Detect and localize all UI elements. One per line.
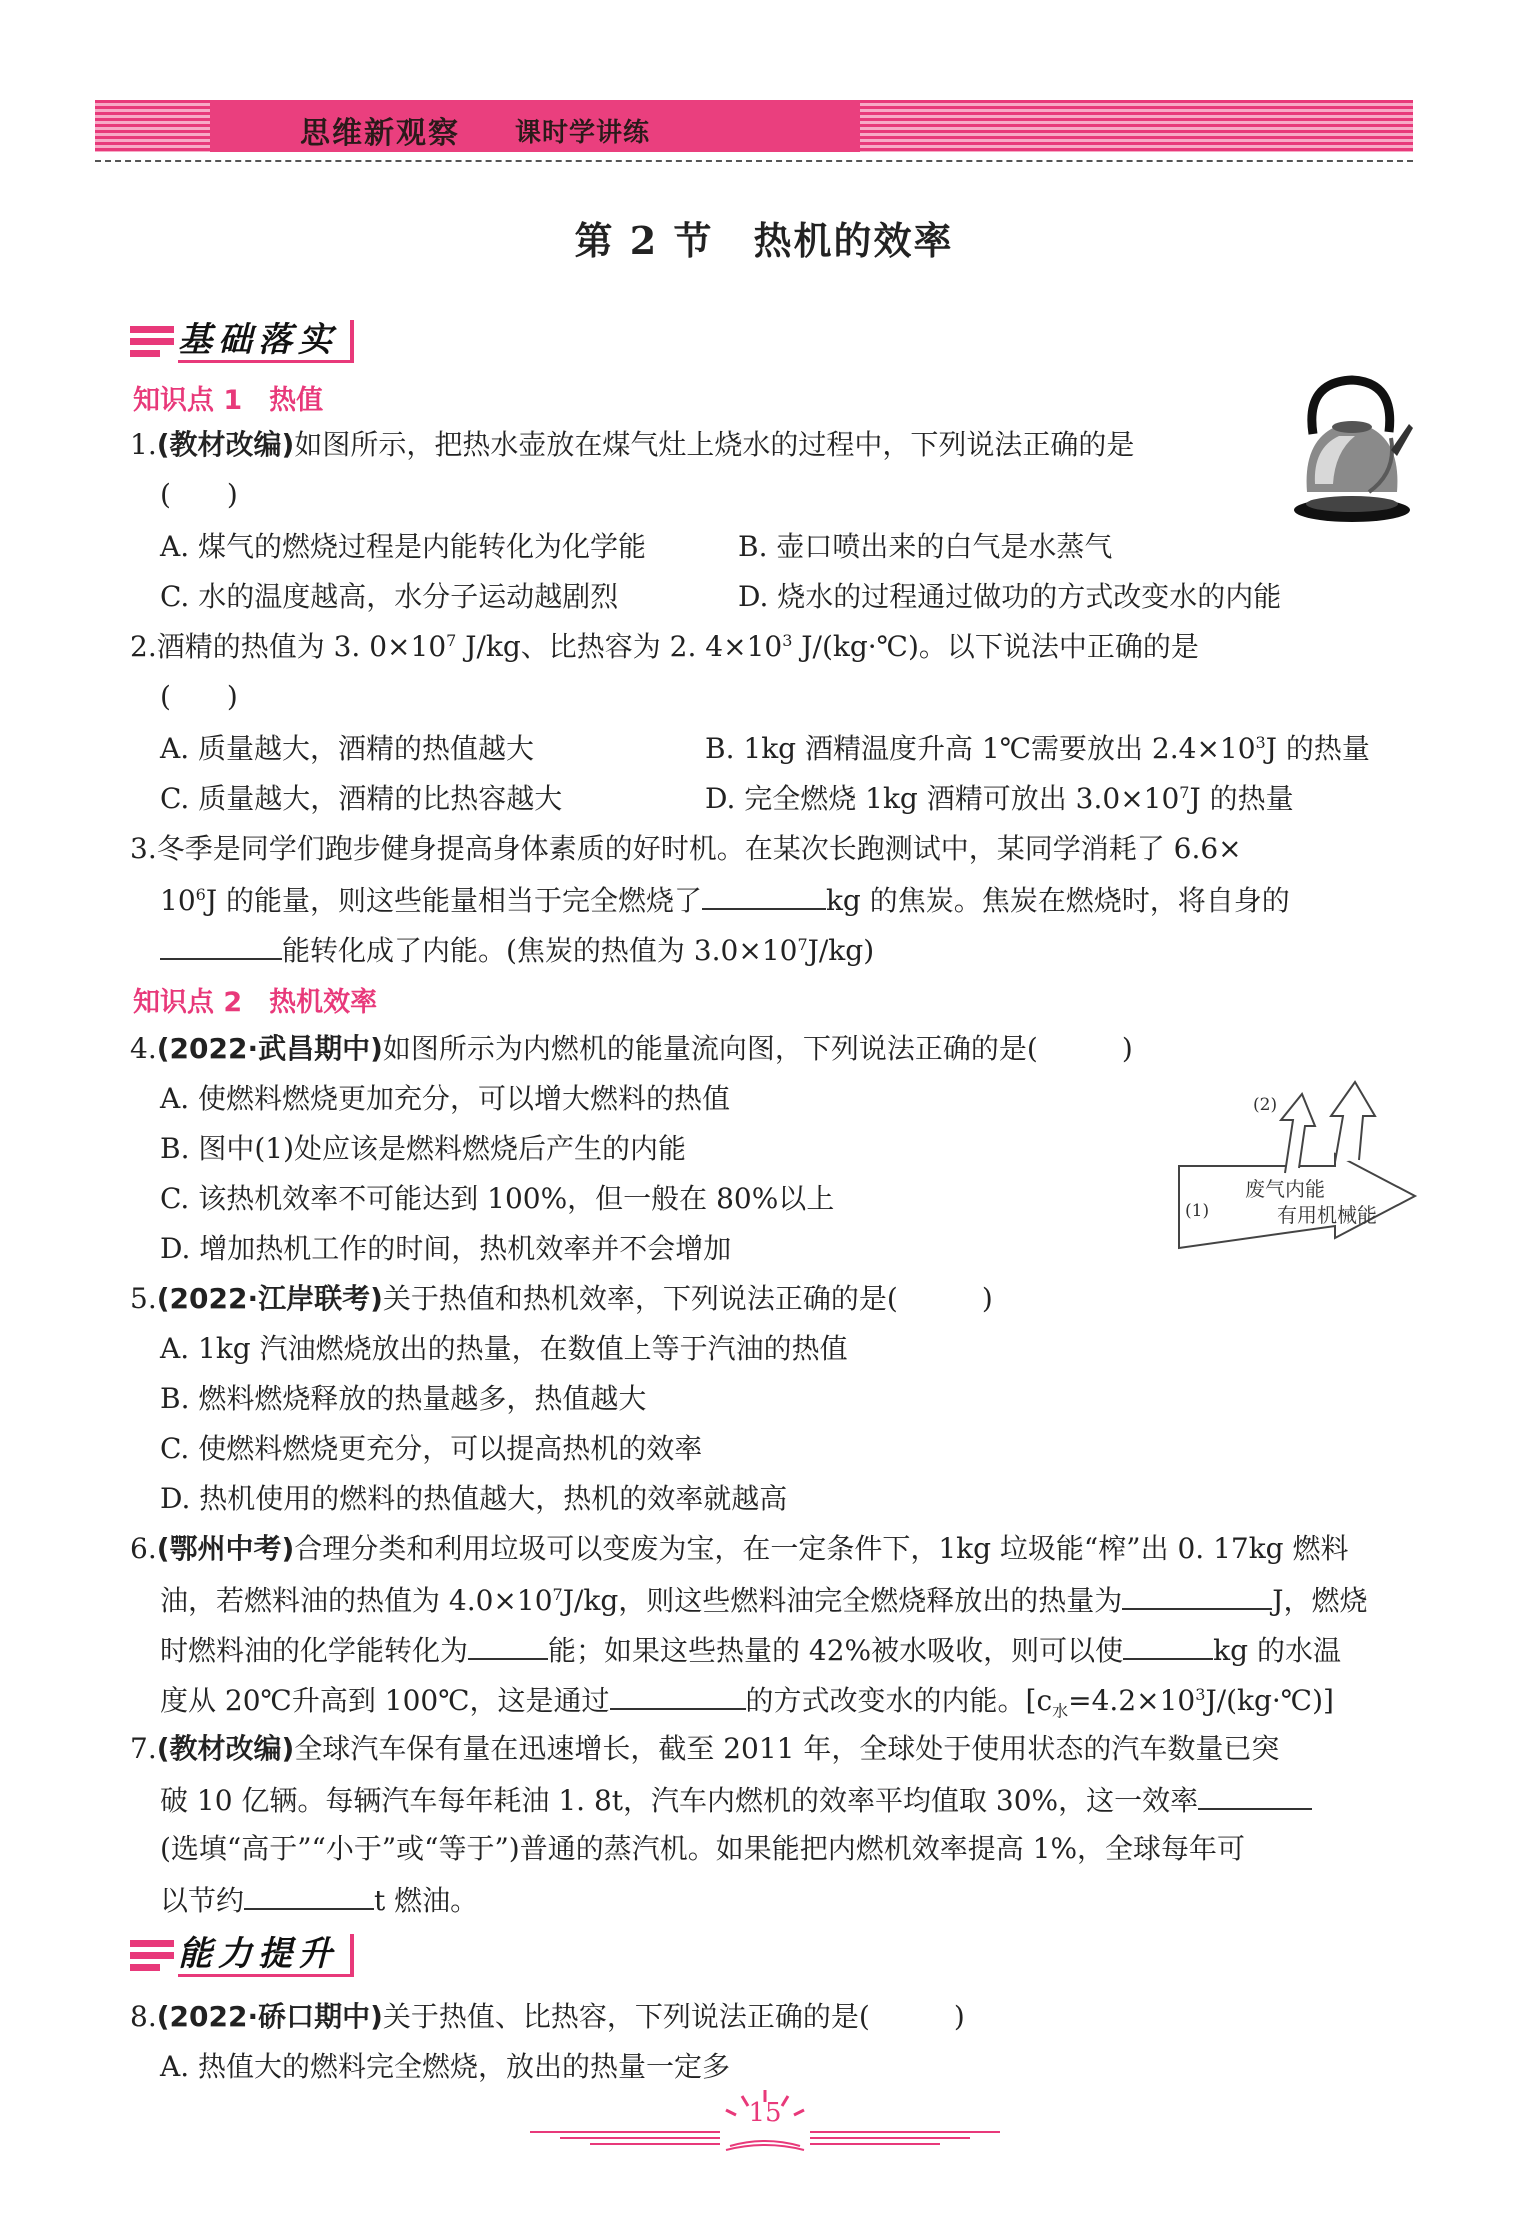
q7-line-4 <box>160 1882 478 1918</box>
q6-exponent: 3 <box>1195 1685 1206 1704</box>
q1-option-b: B. 壶口喷出来的白气是水蒸气 <box>738 530 1113 563</box>
page-number: 15 <box>748 2098 782 2128</box>
q2-option-b-text: B. 1kg 酒精温度升高 1℃需要放出 2.4×10 <box>705 732 1256 765</box>
banner-basic <box>130 318 354 364</box>
q4-stem: 如图所示为内燃机的能量流向图，下列说法正确的是( ) <box>382 1032 1133 1065</box>
q6-line-3 <box>160 1632 1341 1668</box>
q6-blank-energy-form[interactable] <box>468 1632 548 1660</box>
page-footer <box>530 2080 1000 2160</box>
q1-tag: (教材改编) <box>156 428 295 461</box>
q4-option-a: A. 使燃料燃烧更加充分，可以增大燃料的热值 <box>160 1082 731 1115</box>
q1-stem: 如图所示，把热水壶放在煤气灶上烧水的过程中，下列说法正确的是 <box>294 428 1135 461</box>
q1-stem-line <box>130 428 1134 462</box>
q8-tag: (2022·硚口期中) <box>156 2000 383 2033</box>
q1-number: 1. <box>130 428 157 461</box>
q7-text: 破 10 亿辆。每辆汽车每年耗油 1. 8t，汽车内燃机的效率平均值取 30%，这一效率 <box>160 1784 1199 1817</box>
q7-blank-fuel-saved[interactable] <box>244 1882 374 1910</box>
q6-text: J，燃烧 <box>1272 1584 1368 1617</box>
q6-blank-water-mass[interactable] <box>1123 1632 1213 1660</box>
q6-text: 度从 20℃升高到 100℃，这是通过 <box>160 1684 610 1717</box>
q2-option-d-exponent: 7 <box>1179 783 1190 802</box>
q8-stem: 关于热值、比热容，下列说法正确的是( ) <box>382 2000 965 2033</box>
q6-text: kg 的水温 <box>1213 1634 1341 1667</box>
q7-blank-comparison[interactable] <box>1198 1782 1312 1810</box>
q1-option-a: A. 煤气的燃烧过程是内能转化为化学能 <box>160 530 647 563</box>
diagram-label-2: (2) <box>1253 1095 1278 1115</box>
q8-number: 8. <box>130 2000 157 2033</box>
knowledge-point-1: 知识点 1 热值 <box>133 385 324 416</box>
q3-text: J/kg) <box>807 934 875 967</box>
q4-option-d: D. 增加热机工作的时间，热机效率并不会增加 <box>160 1232 732 1265</box>
q2-exponent: 3 <box>782 631 793 650</box>
banner-bars-icon <box>130 1940 174 1971</box>
banner-bars-icon <box>130 326 174 357</box>
q7-line-3: (选填“高于”“小于”或“等于”)普通的蒸汽机。如果能把内燃机效率提高 1%，全球每年可 <box>160 1832 1246 1865</box>
header-subtitle: 课时学讲练 <box>515 118 651 148</box>
q8-stem-line <box>130 2000 965 2034</box>
q5-stem: 关于热值和热机效率，下列说法正确的是( ) <box>382 1282 993 1315</box>
q6-line-1 <box>130 1532 1349 1566</box>
q2-option-b-text: J 的热量 <box>1265 732 1370 765</box>
q2-option-b <box>705 732 1370 766</box>
q6-line-4 <box>160 1682 1334 1721</box>
q6-text: 的方式改变水的内能。[c <box>745 1684 1053 1717</box>
q3-exponent: 7 <box>797 935 808 954</box>
q6-text: J/(kg·℃)] <box>1205 1684 1334 1717</box>
q3-line-2 <box>160 882 1290 918</box>
kettle-icon <box>1285 372 1415 527</box>
q6-line-2 <box>160 1582 1368 1618</box>
q5-option-b: B. 燃料燃烧释放的热量越多，热值越大 <box>160 1382 647 1415</box>
q2-option-d-text: J 的热量 <box>1189 782 1294 815</box>
knowledge-point-2: 知识点 2 热机效率 <box>133 987 378 1018</box>
q2-option-c: C. 质量越大，酒精的比热容越大 <box>160 782 563 815</box>
q5-option-a: A. 1kg 汽油燃烧放出的热量，在数值上等于汽油的热值 <box>160 1332 848 1365</box>
q5-number: 5. <box>130 1282 157 1315</box>
q4-option-b: B. 图中(1)处应该是燃料燃烧后产生的内能 <box>160 1132 687 1165</box>
q3-line-1 <box>130 832 1242 866</box>
q1-option-d: D. 烧水的过程通过做功的方式改变水的内能 <box>738 580 1282 613</box>
q5-option-c: C. 使燃料燃烧更充分，可以提高热机的效率 <box>160 1432 703 1465</box>
q3-line-3 <box>160 932 874 968</box>
q6-blank-heat[interactable] <box>1122 1582 1272 1610</box>
q6-tag: (鄂州中考) <box>156 1532 295 1565</box>
header-title: 思维新观察 <box>300 116 460 151</box>
q3-text: kg 的焦炭。焦炭在燃烧时，将自身的 <box>825 884 1290 917</box>
q2-stem-part: J/(kg·℃)。以下说法中正确的是 <box>792 630 1199 663</box>
q2-option-a: A. 质量越大，酒精的热值越大 <box>160 732 535 765</box>
banner-advanced <box>130 1932 354 1978</box>
q6-number: 6. <box>130 1532 157 1565</box>
q3-blank-mass[interactable] <box>702 882 826 910</box>
q2-stem-part: J/kg、比热容为 2. 4×10 <box>456 630 783 663</box>
q3-text: 能转化成了内能。(焦炭的热值为 3.0×10 <box>282 934 798 967</box>
q7-text: t 燃油。 <box>374 1884 479 1917</box>
q6-text: 时燃料油的化学能转化为 <box>160 1634 469 1667</box>
q6-text: 合理分类和利用垃圾可以变废为宝，在一定条件下，1kg 垃圾能“榨”出 0. 17kg 燃料 <box>294 1532 1349 1565</box>
diagram-useful-energy-label: 有用机械能 <box>1277 1203 1377 1227</box>
q6-subscript: 水 <box>1052 1701 1069 1721</box>
q6-exponent: 7 <box>552 1585 563 1604</box>
q4-stem-line <box>130 1032 1133 1066</box>
q3-text: 10 <box>160 884 196 917</box>
q5-option-d: D. 热机使用的燃料的热值越大，热机的效率就越高 <box>160 1482 788 1515</box>
header-divider <box>95 160 1413 162</box>
q1-answer-paren: ( ) <box>160 478 238 511</box>
q7-number: 7. <box>130 1732 157 1765</box>
banner-basic-label: 基础落实 <box>178 320 354 363</box>
q6-text: 能；如果这些热量的 42%被水吸收，则可以使 <box>548 1634 1124 1667</box>
q2-exponent: 7 <box>446 631 457 650</box>
q3-text: 冬季是同学们跑步健身提高身体素质的好时机。在某次长跑测试中，某同学消耗了 6.6× <box>156 832 1242 865</box>
q6-blank-method[interactable] <box>610 1682 746 1710</box>
q5-stem-line <box>130 1282 993 1316</box>
q3-blank-energy[interactable] <box>160 932 282 960</box>
q7-text: 全球汽车保有量在迅速增长，截至 2011 年，全球处于使用状态的汽车数量已突 <box>294 1732 1280 1765</box>
diagram-label-1: (1) <box>1185 1201 1210 1221</box>
q2-number: 2. <box>130 630 157 663</box>
diagram-waste-heat-label: 废气内能 <box>1245 1177 1325 1201</box>
q7-line-1 <box>130 1732 1279 1766</box>
banner-advanced-label: 能力提升 <box>178 1934 354 1977</box>
energy-flow-diagram <box>1175 1078 1420 1253</box>
q4-tag: (2022·武昌期中) <box>156 1032 383 1065</box>
q2-option-d-text: D. 完全燃烧 1kg 酒精可放出 3.0×10 <box>705 782 1180 815</box>
q4-number: 4. <box>130 1032 157 1065</box>
section-title: 第 2 节 热机的效率 <box>574 218 954 263</box>
q6-text: J/kg，则这些燃料油完全燃烧释放出的热量为 <box>562 1584 1123 1617</box>
q3-text: J 的能量，则这些能量相当于完全燃烧了 <box>205 884 702 917</box>
q7-tag: (教材改编) <box>156 1732 295 1765</box>
q7-text: 以节约 <box>160 1884 245 1917</box>
q6-text: 油，若燃料油的热值为 4.0×10 <box>160 1584 553 1617</box>
q1-option-c: C. 水的温度越高，水分子运动越剧烈 <box>160 580 619 613</box>
q2-stem-line <box>130 630 1199 664</box>
q3-number: 3. <box>130 832 157 865</box>
q5-tag: (2022·江岸联考) <box>156 1282 383 1315</box>
q8-option-a: A. 热值大的燃料完全燃烧，放出的热量一定多 <box>160 2050 731 2083</box>
q7-line-2 <box>160 1782 1312 1818</box>
q2-answer-paren: ( ) <box>160 680 238 713</box>
q2-option-b-exponent: 3 <box>1255 733 1266 752</box>
q6-text: =4.2×10 <box>1068 1684 1196 1717</box>
q2-stem-part: 酒精的热值为 3. 0×10 <box>156 630 447 663</box>
q2-option-d <box>705 782 1294 816</box>
q4-option-c: C. 该热机效率不可能达到 100%，但一般在 80%以上 <box>160 1182 835 1215</box>
q3-exponent: 6 <box>195 885 206 904</box>
